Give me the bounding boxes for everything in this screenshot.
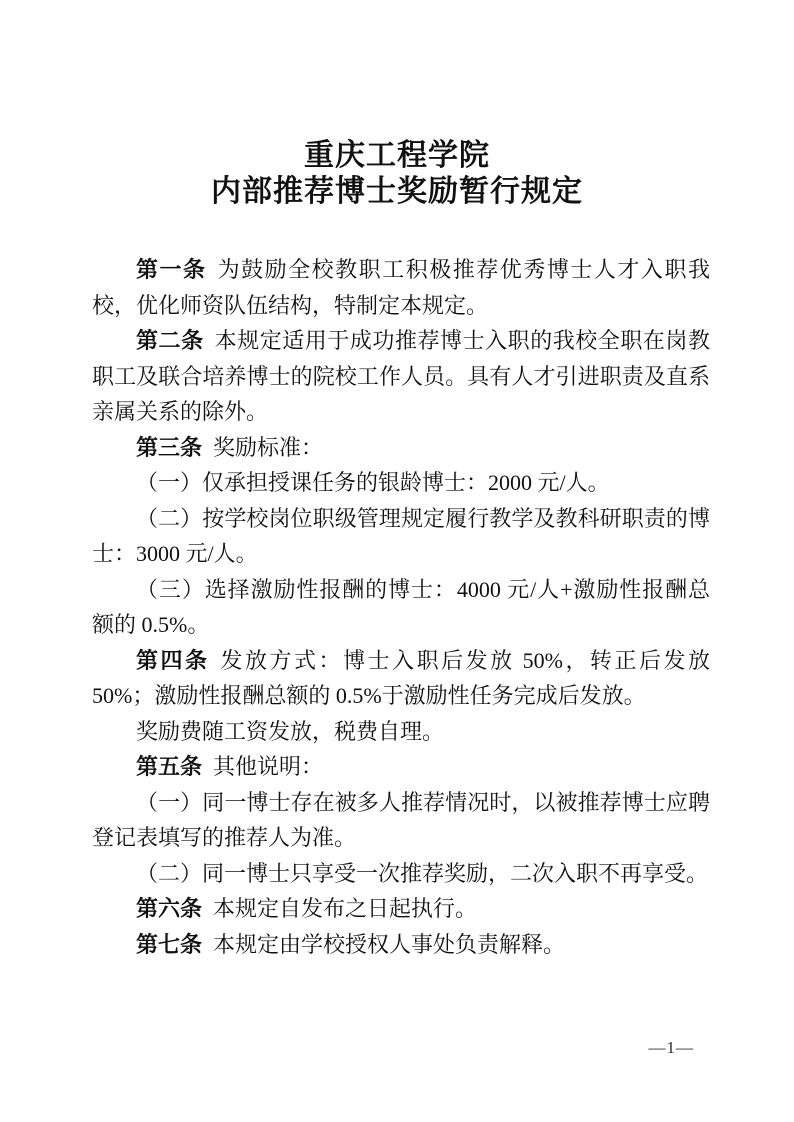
paragraph-text: （二）同一博士只享受一次推荐奖励，二次入职不再享受。: [136, 860, 709, 886]
title-line-2: 内部推荐博士奖励暂行规定: [211, 175, 583, 208]
paragraph-item-1: [92, 465, 710, 501]
paragraph-article-2: [92, 323, 710, 430]
paragraph-text: 奖励标准：: [213, 434, 324, 460]
paragraph-text: 本规定适用于成功推荐博士入职的我校全职在岗教职工及联合培养博士的院校工作人员。具有人才引进职责及直系亲属关系的除外。: [92, 328, 710, 424]
paragraph-item-2: [92, 501, 710, 572]
article-label: 第一条: [136, 257, 207, 282]
page-number: —1—: [648, 1038, 694, 1057]
paragraph-text: 奖励费随工资发放，税费自理。: [136, 718, 445, 744]
paragraph-text: （三）选择激励性报酬的博士：4000 元/人+激励性报酬总额的 0.5%。: [92, 576, 710, 637]
paragraph-text: 发放方式：博士入职后发放 50%，转正后发放 50%；激励性报酬总额的 0.5%于激励性任务完成后发放。: [92, 647, 710, 708]
document-title: [0, 0, 794, 210]
paragraph-article-1: [92, 252, 710, 323]
article-label: 第四条: [136, 647, 210, 673]
paragraph-article-6: [92, 891, 710, 927]
paragraph-article-7: [92, 927, 710, 963]
paragraph-text: （一）仅承担授课任务的银龄博士：2000 元/人。: [136, 470, 610, 495]
paragraph-item-4: [92, 785, 710, 856]
article-label: 第二条: [136, 328, 204, 353]
paragraph-text: 本规定自发布之日起执行。: [213, 896, 478, 921]
article-label: 第五条: [136, 754, 203, 779]
paragraph-text: （一）同一博士存在被多人推荐情况时，以被推荐博士应聘登记表填写的推荐人为准。: [92, 789, 710, 850]
paragraph-text: 为鼓励全校教职工积极推荐优秀博士人才入职我校，优化师资队伍结构，特制定本规定。: [92, 257, 710, 318]
paragraph-text: 其他说明：: [213, 754, 324, 779]
paragraph-item-5: [92, 856, 710, 892]
paragraph-article-4: [92, 643, 710, 714]
document-body: [92, 252, 710, 962]
paragraph-article-3: [92, 430, 710, 466]
paragraph-item-3: [92, 572, 710, 643]
paragraph-note: [92, 714, 710, 750]
article-label: 第六条: [136, 896, 203, 921]
paragraph-text: 本规定由学校授权人事处负责解释。: [213, 931, 566, 957]
article-label: 第三条: [136, 434, 203, 460]
paragraph-text: （二）按学校岗位职级管理规定履行教学及教科研职责的博士：3000 元/人。: [92, 505, 710, 566]
article-label: 第七条: [136, 931, 203, 957]
title-line-1: 重庆工程学院: [304, 139, 490, 172]
paragraph-article-5: [92, 749, 710, 785]
